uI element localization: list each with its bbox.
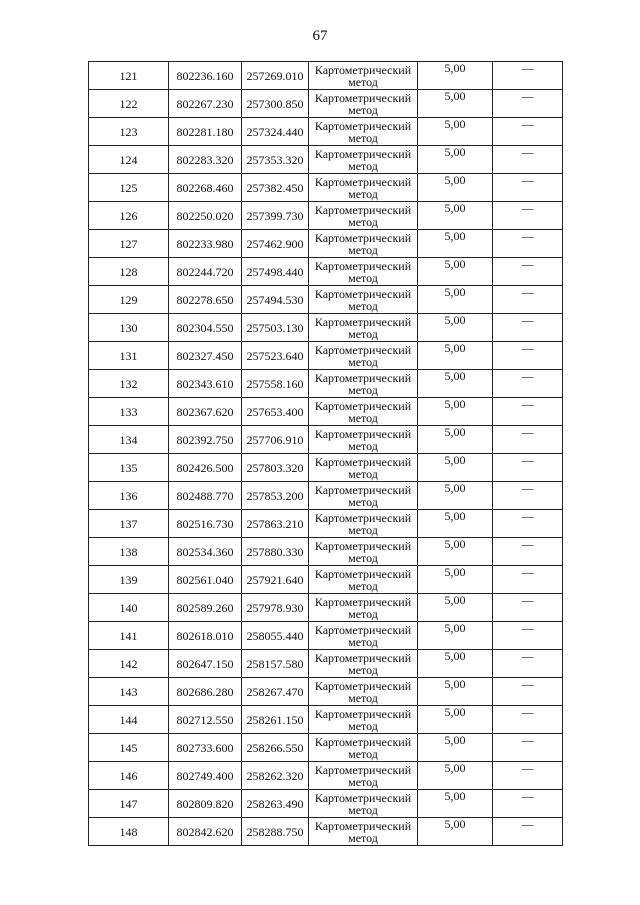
note-cell: — (493, 790, 563, 818)
method-cell: Картометрический метод (309, 202, 418, 230)
x-coordinate-cell: 802618.010 (169, 622, 242, 650)
note-cell: — (493, 538, 563, 566)
method-cell: Картометрический метод (309, 818, 418, 846)
note-cell: — (493, 370, 563, 398)
point-number-cell: 148 (89, 818, 169, 846)
accuracy-cell: 5,00 (418, 706, 493, 734)
method-cell: Картометрический метод (309, 174, 418, 202)
method-cell: Картометрический метод (309, 762, 418, 790)
method-cell: Картометрический метод (309, 62, 418, 90)
x-coordinate-cell: 802426.500 (169, 454, 242, 482)
method-cell: Картометрический метод (309, 146, 418, 174)
method-cell: Картометрический метод (309, 230, 418, 258)
x-coordinate-cell: 802842.620 (169, 818, 242, 846)
y-coordinate-cell: 257498.440 (242, 258, 309, 286)
note-cell: — (493, 118, 563, 146)
note-cell: — (493, 258, 563, 286)
x-coordinate-cell: 802647.150 (169, 650, 242, 678)
x-coordinate-cell: 802304.550 (169, 314, 242, 342)
x-coordinate-cell: 802809.820 (169, 790, 242, 818)
y-coordinate-cell: 257880.330 (242, 538, 309, 566)
y-coordinate-cell: 257558.160 (242, 370, 309, 398)
point-number-cell: 127 (89, 230, 169, 258)
accuracy-cell: 5,00 (418, 426, 493, 454)
note-cell: — (493, 622, 563, 650)
x-coordinate-cell: 802244.720 (169, 258, 242, 286)
method-cell: Картометрический метод (309, 90, 418, 118)
note-cell: — (493, 762, 563, 790)
note-cell: — (493, 734, 563, 762)
accuracy-cell: 5,00 (418, 314, 493, 342)
method-cell: Картометрический метод (309, 454, 418, 482)
point-number-cell: 124 (89, 146, 169, 174)
point-number-cell: 144 (89, 706, 169, 734)
accuracy-cell: 5,00 (418, 398, 493, 426)
point-number-cell: 126 (89, 202, 169, 230)
method-cell: Картометрический метод (309, 706, 418, 734)
x-coordinate-cell: 802267.230 (169, 90, 242, 118)
method-cell: Картометрический метод (309, 510, 418, 538)
note-cell: — (493, 594, 563, 622)
table-row (89, 678, 563, 706)
table-row (89, 706, 563, 734)
accuracy-cell: 5,00 (418, 818, 493, 846)
note-cell: — (493, 286, 563, 314)
note-cell: — (493, 398, 563, 426)
x-coordinate-cell: 802589.260 (169, 594, 242, 622)
accuracy-cell: 5,00 (418, 118, 493, 146)
coordinates-table-body (89, 62, 563, 846)
x-coordinate-cell: 802733.600 (169, 734, 242, 762)
accuracy-cell: 5,00 (418, 622, 493, 650)
method-cell: Картометрический метод (309, 566, 418, 594)
x-coordinate-cell: 802712.550 (169, 706, 242, 734)
table-row (89, 538, 563, 566)
point-number-cell: 141 (89, 622, 169, 650)
note-cell: — (493, 90, 563, 118)
table-row (89, 454, 563, 482)
y-coordinate-cell: 257523.640 (242, 342, 309, 370)
y-coordinate-cell: 257921.640 (242, 566, 309, 594)
y-coordinate-cell: 258263.490 (242, 790, 309, 818)
x-coordinate-cell: 802233.980 (169, 230, 242, 258)
point-number-cell: 128 (89, 258, 169, 286)
table-row (89, 510, 563, 538)
accuracy-cell: 5,00 (418, 482, 493, 510)
point-number-cell: 133 (89, 398, 169, 426)
y-coordinate-cell: 257300.850 (242, 90, 309, 118)
table-row (89, 314, 563, 342)
y-coordinate-cell: 258288.750 (242, 818, 309, 846)
point-number-cell: 139 (89, 566, 169, 594)
note-cell: — (493, 706, 563, 734)
table-row (89, 734, 563, 762)
y-coordinate-cell: 257978.930 (242, 594, 309, 622)
table-row (89, 370, 563, 398)
y-coordinate-cell: 257653.400 (242, 398, 309, 426)
x-coordinate-cell: 802281.180 (169, 118, 242, 146)
table-row (89, 258, 563, 286)
table-row (89, 566, 563, 594)
table-row (89, 594, 563, 622)
accuracy-cell: 5,00 (418, 230, 493, 258)
method-cell: Картометрический метод (309, 678, 418, 706)
accuracy-cell: 5,00 (418, 174, 493, 202)
point-number-cell: 134 (89, 426, 169, 454)
table-row (89, 482, 563, 510)
x-coordinate-cell: 802236.160 (169, 62, 242, 90)
table-row (89, 230, 563, 258)
table-row (89, 818, 563, 846)
x-coordinate-cell: 802367.620 (169, 398, 242, 426)
note-cell: — (493, 510, 563, 538)
method-cell: Картометрический метод (309, 286, 418, 314)
point-number-cell: 135 (89, 454, 169, 482)
method-cell: Картометрический метод (309, 594, 418, 622)
point-number-cell: 129 (89, 286, 169, 314)
accuracy-cell: 5,00 (418, 258, 493, 286)
y-coordinate-cell: 258261.150 (242, 706, 309, 734)
table-row (89, 650, 563, 678)
table-row (89, 62, 563, 90)
y-coordinate-cell: 257353.320 (242, 146, 309, 174)
accuracy-cell: 5,00 (418, 510, 493, 538)
point-number-cell: 142 (89, 650, 169, 678)
accuracy-cell: 5,00 (418, 734, 493, 762)
page-number: 67 (312, 28, 328, 44)
point-number-cell: 132 (89, 370, 169, 398)
method-cell: Картометрический метод (309, 650, 418, 678)
point-number-cell: 147 (89, 790, 169, 818)
method-cell: Картометрический метод (309, 426, 418, 454)
x-coordinate-cell: 802534.360 (169, 538, 242, 566)
accuracy-cell: 5,00 (418, 454, 493, 482)
x-coordinate-cell: 802749.400 (169, 762, 242, 790)
note-cell: — (493, 650, 563, 678)
accuracy-cell: 5,00 (418, 650, 493, 678)
accuracy-cell: 5,00 (418, 286, 493, 314)
y-coordinate-cell: 257853.200 (242, 482, 309, 510)
x-coordinate-cell: 802250.020 (169, 202, 242, 230)
x-coordinate-cell: 802516.730 (169, 510, 242, 538)
y-coordinate-cell: 258157.580 (242, 650, 309, 678)
point-number-cell: 125 (89, 174, 169, 202)
point-number-cell: 145 (89, 734, 169, 762)
point-number-cell: 136 (89, 482, 169, 510)
point-number-cell: 143 (89, 678, 169, 706)
table-row (89, 426, 563, 454)
method-cell: Картометрический метод (309, 342, 418, 370)
note-cell: — (493, 174, 563, 202)
table-row (89, 342, 563, 370)
method-cell: Картометрический метод (309, 538, 418, 566)
y-coordinate-cell: 257863.210 (242, 510, 309, 538)
coordinates-table (88, 61, 563, 846)
method-cell: Картометрический метод (309, 398, 418, 426)
x-coordinate-cell: 802561.040 (169, 566, 242, 594)
method-cell: Картометрический метод (309, 790, 418, 818)
y-coordinate-cell: 257494.530 (242, 286, 309, 314)
y-coordinate-cell: 257503.130 (242, 314, 309, 342)
table-row (89, 202, 563, 230)
y-coordinate-cell: 258266.550 (242, 734, 309, 762)
point-number-cell: 122 (89, 90, 169, 118)
note-cell: — (493, 146, 563, 174)
table-row (89, 622, 563, 650)
y-coordinate-cell: 257803.320 (242, 454, 309, 482)
point-number-cell: 123 (89, 118, 169, 146)
note-cell: — (493, 314, 563, 342)
method-cell: Картометрический метод (309, 622, 418, 650)
note-cell: — (493, 426, 563, 454)
y-coordinate-cell: 257324.440 (242, 118, 309, 146)
method-cell: Картометрический метод (309, 258, 418, 286)
x-coordinate-cell: 802327.450 (169, 342, 242, 370)
y-coordinate-cell: 257269.010 (242, 62, 309, 90)
table-row (89, 790, 563, 818)
note-cell: — (493, 678, 563, 706)
y-coordinate-cell: 258262.320 (242, 762, 309, 790)
accuracy-cell: 5,00 (418, 594, 493, 622)
accuracy-cell: 5,00 (418, 566, 493, 594)
accuracy-cell: 5,00 (418, 370, 493, 398)
x-coordinate-cell: 802268.460 (169, 174, 242, 202)
accuracy-cell: 5,00 (418, 146, 493, 174)
table-row (89, 118, 563, 146)
x-coordinate-cell: 802278.650 (169, 286, 242, 314)
x-coordinate-cell: 802283.320 (169, 146, 242, 174)
x-coordinate-cell: 802392.750 (169, 426, 242, 454)
table-row (89, 398, 563, 426)
y-coordinate-cell: 258267.470 (242, 678, 309, 706)
table-row (89, 146, 563, 174)
note-cell: — (493, 62, 563, 90)
method-cell: Картометрический метод (309, 118, 418, 146)
note-cell: — (493, 454, 563, 482)
accuracy-cell: 5,00 (418, 202, 493, 230)
point-number-cell: 130 (89, 314, 169, 342)
accuracy-cell: 5,00 (418, 538, 493, 566)
table-row (89, 762, 563, 790)
accuracy-cell: 5,00 (418, 342, 493, 370)
table-row (89, 174, 563, 202)
point-number-cell: 140 (89, 594, 169, 622)
accuracy-cell: 5,00 (418, 90, 493, 118)
accuracy-cell: 5,00 (418, 62, 493, 90)
accuracy-cell: 5,00 (418, 790, 493, 818)
note-cell: — (493, 818, 563, 846)
note-cell: — (493, 202, 563, 230)
method-cell: Картометрический метод (309, 314, 418, 342)
x-coordinate-cell: 802343.610 (169, 370, 242, 398)
point-number-cell: 138 (89, 538, 169, 566)
accuracy-cell: 5,00 (418, 762, 493, 790)
y-coordinate-cell: 258055.440 (242, 622, 309, 650)
method-cell: Картометрический метод (309, 734, 418, 762)
point-number-cell: 121 (89, 62, 169, 90)
y-coordinate-cell: 257706.910 (242, 426, 309, 454)
point-number-cell: 131 (89, 342, 169, 370)
x-coordinate-cell: 802488.770 (169, 482, 242, 510)
method-cell: Картометрический метод (309, 482, 418, 510)
y-coordinate-cell: 257399.730 (242, 202, 309, 230)
y-coordinate-cell: 257382.450 (242, 174, 309, 202)
point-number-cell: 146 (89, 762, 169, 790)
method-cell: Картометрический метод (309, 370, 418, 398)
note-cell: — (493, 482, 563, 510)
note-cell: — (493, 342, 563, 370)
x-coordinate-cell: 802686.280 (169, 678, 242, 706)
point-number-cell: 137 (89, 510, 169, 538)
note-cell: — (493, 566, 563, 594)
table-row (89, 286, 563, 314)
y-coordinate-cell: 257462.900 (242, 230, 309, 258)
note-cell: — (493, 230, 563, 258)
accuracy-cell: 5,00 (418, 678, 493, 706)
table-row (89, 90, 563, 118)
